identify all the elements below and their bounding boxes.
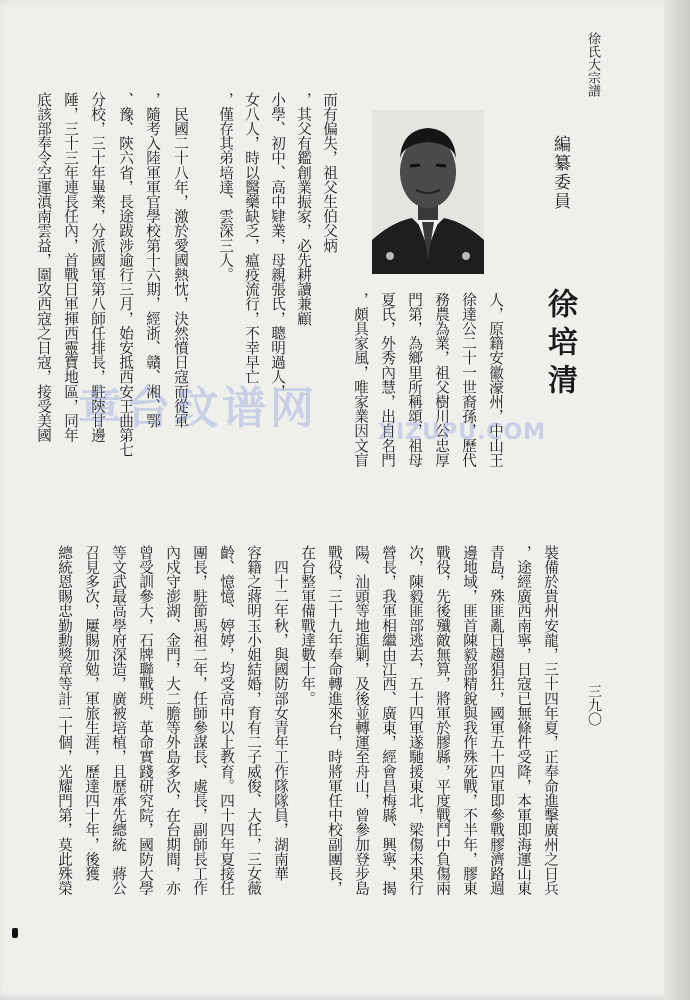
- text-column: 夏氏，外秀內慧，出自名門: [379, 292, 396, 468]
- watermark-url: XIZUPU.COM: [378, 420, 547, 445]
- text-column: 門第，為鄉里所稱頌，祖母: [406, 292, 423, 468]
- text-column: 徐達公二十一世裔孫，歷代: [460, 292, 477, 468]
- text-column: 底該部奉令空運滇南雲益，圍攻西寇之日寇，接受美國: [35, 92, 52, 443]
- text-column: ，途經廣西南寧，日寇已無條件受降，本軍即海運山東: [515, 545, 532, 896]
- text-column: 次，陳毅匪部逃去，五十四軍遂馳援東北，梁傷未果行: [407, 545, 424, 896]
- portrait-icon: [372, 110, 484, 274]
- text-column: 總統恩賜忠勤勳獎章等計二十個，光耀門第，莫此殊榮: [56, 545, 73, 896]
- text-column: 陽、汕頭等地進剿，及後並轉運至舟山，曾參加登步島: [353, 545, 370, 896]
- text-column: 四十二年秋，與國防部女青年工作隊隊員，湖南華: [272, 545, 289, 881]
- text-column: ，隨考入陸軍軍官學校第十六期，經浙、贛、湘、鄂: [144, 92, 161, 428]
- text-column: 、豫、陝六省，長途跋涉逾行三月，始安抵西安王曲第七: [117, 92, 134, 457]
- text-column: 分校，三十年畢業，分派國軍第八師任排長，駐陝甘邊: [89, 92, 106, 443]
- text-column: 戰役，先後殲敵無算，將軍於膠縣，平度戰鬥中負傷兩: [434, 545, 451, 896]
- text-column: 陲，三十三年連長任內，首戰日軍揮西靈寶地區，同年: [62, 92, 79, 443]
- text-column: 民國二十八年，激於愛國熱忱，決然憤日寇而從軍: [172, 92, 189, 428]
- person-name: 徐培清: [542, 288, 577, 402]
- text-column: 而有偏失，祖父生伯父炳: [321, 92, 338, 253]
- scan-mark: [12, 928, 18, 938]
- text-column: 小學、初中、高中肄業，母親張氏，聰明過人，: [269, 92, 286, 399]
- text-column: 齡、憶憶、婷婷，均受高中以上教育。四十四年夏接任: [218, 545, 235, 896]
- text-column: ，僅存其弟培達、雲深三人。: [217, 92, 234, 282]
- text-column: 團長，駐節馬祖二年，任師參謀長、處長，副師長工作: [191, 545, 208, 896]
- text-column: 女八人，時以醫藥缺乏，瘟疫流行，不幸早亡: [243, 92, 260, 384]
- text-column: 人，原籍安徽濠州，中山王: [487, 292, 504, 468]
- text-column: ，頗具家風，唯家業因文盲: [352, 292, 369, 468]
- text-column: 邊地域，匪首陳毅部精銳與我作殊死戰，不半年，膠東: [461, 545, 478, 896]
- text-column: 青島，殊匪亂日趨猖狂，國軍五十四軍即參戰膠濟路週: [488, 545, 505, 896]
- book-title: 徐氏大宗譜: [585, 32, 600, 97]
- text-column: 等文武最高學府深造，廣被培植，且歷承先總統 蔣公: [110, 545, 127, 896]
- text-column: 內戍守澎湖、金門，大二膽等外島多次，在台期間，亦: [164, 545, 181, 896]
- text-column: 戰役，三十九年奉命轉進來台，時將軍任中校副團長，: [326, 545, 343, 896]
- text-column: 召見多次，屢賜加勉，軍旅生涯，歷達四十年，後獲: [83, 545, 100, 881]
- page-number: 三九〇: [586, 684, 602, 726]
- portrait-photo: [372, 110, 484, 274]
- text-column: 容籍之蔣明玉小姐結婚，育有二子威俊、大任，三女薇: [245, 545, 262, 896]
- text-column: ，其父有鑑創業振家，必先耕讀兼顧: [295, 92, 312, 326]
- text-column: 裝備於貴州安龍，三十四年夏，正奉命進擊廣州之日兵: [542, 545, 559, 896]
- text-column: 務農為業，祖父樹川公忠厚: [433, 292, 450, 468]
- text-column: 營長，我軍相繼由江西、廣東，經會昌梅縣、興寧、揭: [380, 545, 397, 896]
- text-column: 在台整軍備戰達數十年。: [299, 545, 316, 706]
- text-column: 曾受訓參大，石牌聯戰班、革命實踐研究院，國防大學: [137, 545, 154, 896]
- watermark-text: 章台玟谱网: [78, 383, 318, 434]
- compiler-label: 編纂委員: [550, 135, 570, 211]
- page-spine-shadow: [664, 0, 690, 1000]
